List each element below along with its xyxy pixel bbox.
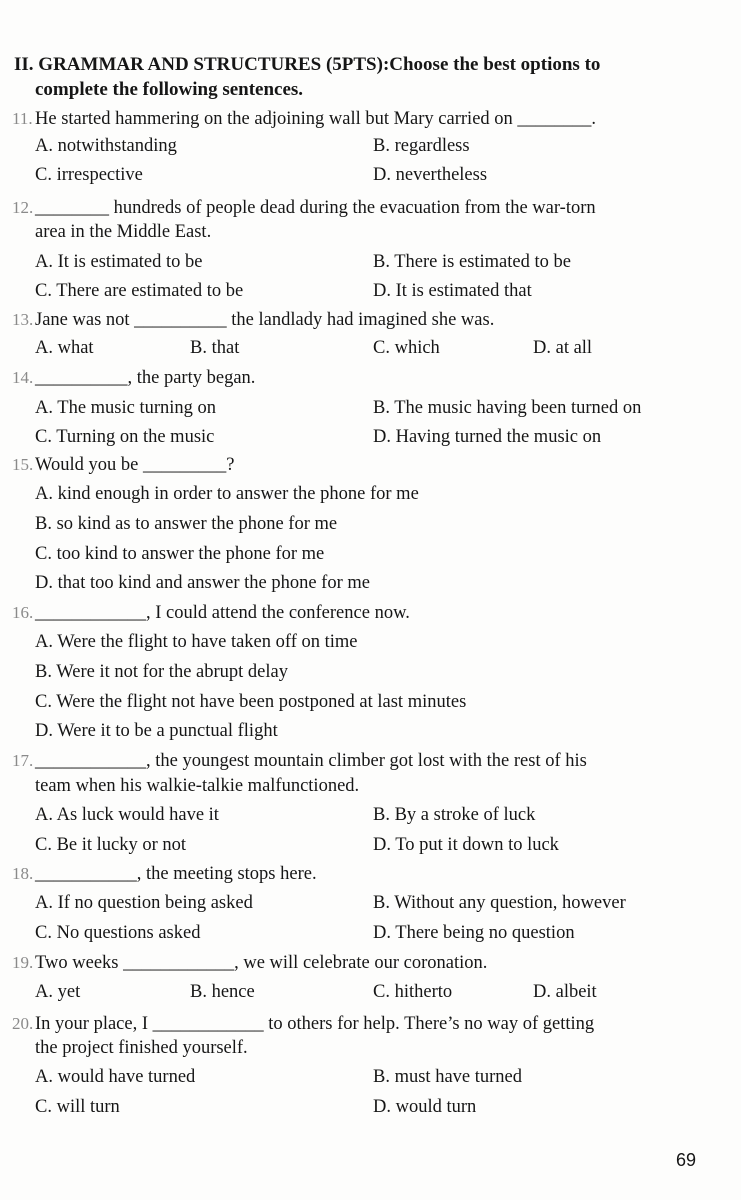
answer-option: B. There is estimated to be: [373, 252, 571, 272]
question-number: 14.: [12, 368, 34, 387]
answer-option: C. which: [373, 338, 440, 358]
question-stem: team when his walkie-talkie malfunctioned.: [35, 776, 360, 796]
question-number: 13.: [12, 310, 34, 329]
answer-option: C. will turn: [35, 1097, 120, 1117]
question-number: 17.: [12, 751, 34, 770]
answer-option: A. what: [35, 338, 94, 358]
answer-option: B. The music having been turned on: [373, 398, 642, 418]
answer-option: D. Having turned the music on: [373, 427, 602, 447]
answer-option: B. Without any question, however: [373, 893, 626, 913]
answer-option: B. By a stroke of luck: [373, 805, 536, 825]
answer-option: D. at all: [533, 338, 593, 358]
question-stem: ____________, the youngest mountain climber got lost with the rest of his: [35, 751, 587, 771]
answer-option: A. If no question being asked: [35, 893, 253, 913]
answer-option: D. There being no question: [373, 923, 575, 943]
answer-option: D. Were it to be a punctual flight: [35, 721, 278, 741]
answer-option: B. Were it not for the abrupt delay: [35, 662, 288, 682]
section-title: II. GRAMMAR AND STRUCTURES (5PTS):Choose the best options to: [14, 54, 601, 75]
answer-option: D. It is estimated that: [373, 281, 532, 301]
answer-option: D. albeit: [533, 982, 597, 1002]
answer-option: A. notwithstanding: [35, 136, 177, 156]
section-title-continued: complete the following sentences.: [35, 79, 304, 100]
answer-option: C. Be it lucky or not: [35, 835, 187, 855]
answer-option: B. that: [190, 338, 240, 358]
answer-option: A. would have turned: [35, 1067, 196, 1087]
answer-option: A. yet: [35, 982, 81, 1002]
question-stem: He started hammering on the adjoining wall but Mary carried on ________.: [35, 109, 597, 129]
question-number: 16.: [12, 603, 34, 622]
answer-option: C. hitherto: [373, 982, 453, 1002]
answer-option: B. hence: [190, 982, 255, 1002]
answer-option: D. nevertheless: [373, 165, 488, 185]
question-stem: Two weeks ____________, we will celebrate our coronation.: [35, 953, 488, 973]
answer-option: C. There are estimated to be: [35, 281, 244, 301]
question-stem: Would you be _________?: [35, 455, 235, 475]
answer-option: D. To put it down to luck: [373, 835, 559, 855]
question-stem: area in the Middle East.: [35, 222, 212, 242]
answer-option: B. must have turned: [373, 1067, 523, 1087]
question-number: 18.: [12, 864, 34, 883]
question-stem: ___________, the meeting stops here.: [35, 864, 317, 884]
question-number: 12.: [12, 198, 34, 217]
answer-option: C. Were the flight not have been postponed at last minutes: [35, 692, 467, 712]
answer-option: A. As luck would have it: [35, 805, 219, 825]
answer-option: B. regardless: [373, 136, 470, 156]
question-stem: ________ hundreds of people dead during the evacuation from the war-torn: [35, 198, 596, 218]
answer-option: C. too kind to answer the phone for me: [35, 544, 325, 564]
answer-option: A. It is estimated to be: [35, 252, 203, 272]
question-stem: ____________, I could attend the conference now.: [35, 603, 410, 623]
answer-option: A. The music turning on: [35, 398, 217, 418]
answer-option: C. Turning on the music: [35, 427, 215, 447]
question-number: 15.: [12, 455, 34, 474]
question-stem: In your place, I ____________ to others for help. There’s no way of getting: [35, 1014, 595, 1034]
question-stem: the project finished yourself.: [35, 1038, 248, 1058]
answer-option: D. would turn: [373, 1097, 477, 1117]
question-stem: __________, the party began.: [35, 368, 256, 388]
question-number: 11.: [12, 109, 33, 128]
answer-option: D. that too kind and answer the phone for me: [35, 573, 370, 593]
answer-option: B. so kind as to answer the phone for me: [35, 514, 338, 534]
question-stem: Jane was not __________ the landlady had imagined she was.: [35, 310, 495, 330]
answer-option: A. kind enough in order to answer the phone for me: [35, 484, 419, 504]
answer-option: C. No questions asked: [35, 923, 201, 943]
page-number: 69: [676, 1150, 697, 1170]
answer-option: A. Were the flight to have taken off on time: [35, 632, 358, 652]
answer-option: C. irrespective: [35, 165, 143, 185]
question-number: 19.: [12, 953, 34, 972]
question-number: 20.: [12, 1014, 34, 1033]
